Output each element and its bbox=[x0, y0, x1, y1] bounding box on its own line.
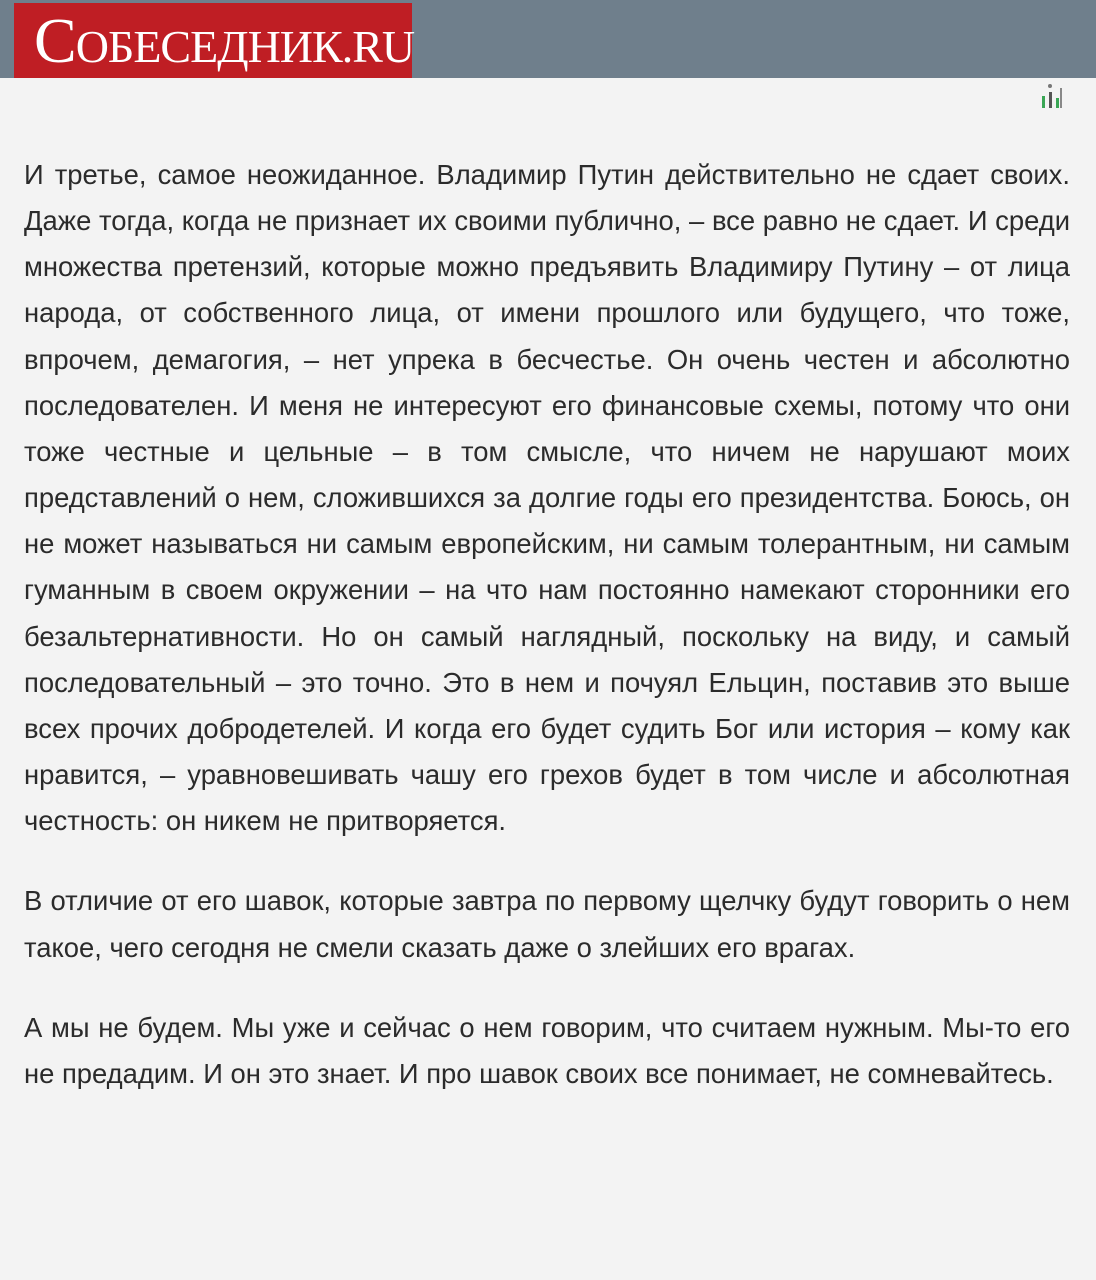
logo-main-text: ОБЕСЕДНИК bbox=[75, 20, 342, 72]
article-paragraph: И третье, самое неожиданное. Владимир Путин действительно не сдает своих. Даже тогда, когда не признает их своими публично, – все равно не сдает. И среди множества претензий, которые можно предъявить Владимиру Путину – от лица народа, от собственного лица, от имени прошлого или будущего, что тоже, впрочем, демагогия, – нет упрека в бесчестье. Он очень честен и абсолютно последователен. И меня не интересуют его финансовые схемы, потому что они тоже честные и цельные – в том смысле, что ничем не нарушают моих представлений о нем, сложившихся за долгие годы его президентства. Боюсь, он не может называться ни самым европейским, ни самым толерантным, ни самым гуманным в своем окружении – на что нам постоянно намекают сторонники его безальтернативности. Но он самый наглядный, поскольку на виду, и самый последовательный – это точно. Это в нем и почуял Ельцин, поставив это выше всех прочих добродетелей. И когда его будет судить Бог или история – кому как нравится, – уравновешивать чашу его грехов будет в том числе и абсолютная честность: он никем не притворяется. bbox=[24, 159, 1070, 837]
site-logo[interactable] bbox=[14, 3, 415, 78]
logo-wordmark bbox=[34, 4, 415, 76]
article-paragraph: А мы не будем. Мы уже и сейчас о нем говорим, что считаем нужным. Мы-то его не предадим. И он это знает. И про шавок своих все понимает, не сомневайтесь. bbox=[24, 1011, 1070, 1089]
logo-cap-letter: С bbox=[34, 4, 76, 76]
logo-tld: RU bbox=[352, 20, 415, 72]
logo-dot: . bbox=[341, 20, 353, 72]
article-paragraph: В отличие от его шавок, которые завтра по первому щелчку будут говорить о нем такое, чего сегодня не смели сказать даже о злейших его врагах. bbox=[24, 885, 1070, 963]
bar-chart-icon bbox=[1040, 82, 1064, 110]
site-header bbox=[0, 0, 1096, 78]
article-body bbox=[24, 152, 1070, 1131]
